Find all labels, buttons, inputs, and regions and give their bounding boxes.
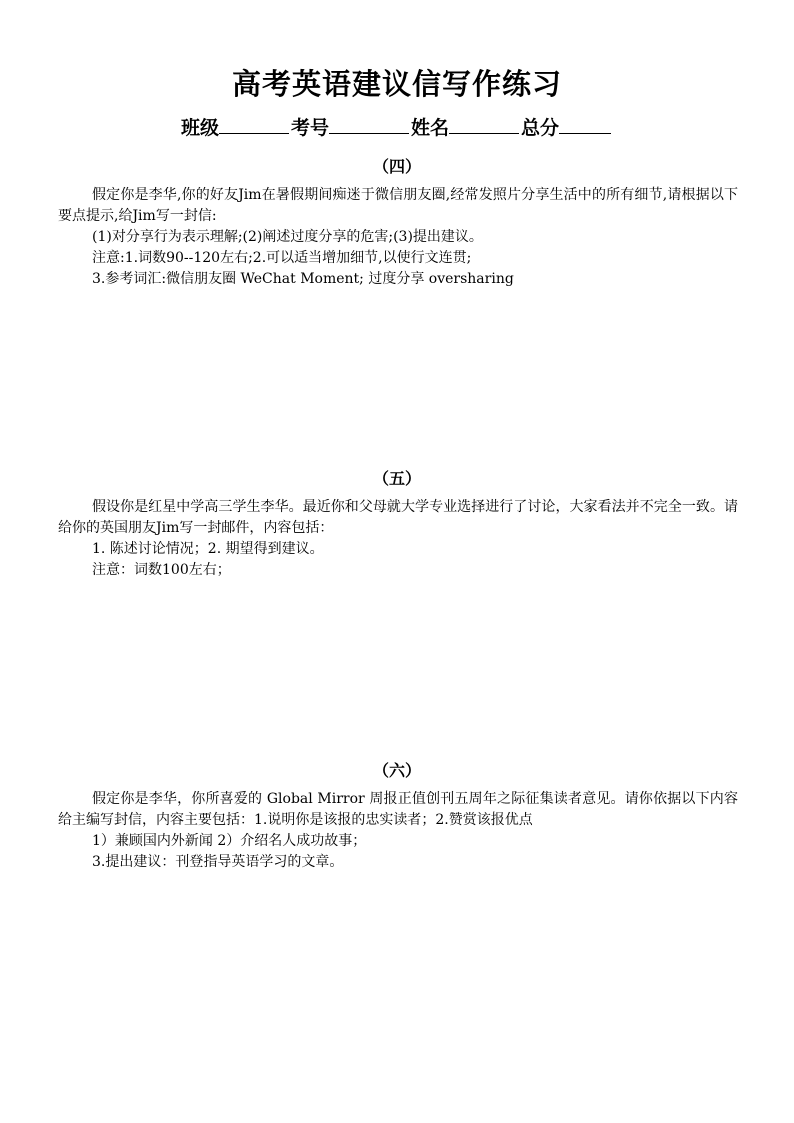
section-6-paragraph: 3.提出建议：刊登指导英语学习的文章。	[92, 854, 344, 870]
section-5-paragraph: 1. 陈述讨论情况；2. 期望得到建议。	[92, 541, 324, 557]
section-4-paragraph: 3.参考词汇:微信朋友圈 WeChat Moment; 过度分享 oversharing	[92, 271, 514, 287]
class-label: 班级	[180, 117, 219, 139]
section-body-5	[58, 497, 738, 581]
class-blank	[219, 115, 289, 134]
exam-no-blank	[329, 115, 409, 134]
section-heading-4: （四）	[372, 157, 421, 176]
section-6-paragraph: 1）兼顾国内外新闻 2）介绍名人成功故事；	[92, 833, 367, 849]
page-title: 高考英语建议信写作练习	[231, 67, 562, 101]
section-4-paragraph: 注意:1.词数90--120左右;2.可以适当增加细节,以使行文连贯;	[92, 250, 472, 266]
section-body-6	[58, 789, 738, 873]
section-4-paragraph: (1)对分享行为表示理解;(2)阐述过度分享的危害;(3)提出建议。	[92, 229, 483, 245]
section-body-4	[58, 185, 738, 290]
name-label: 姓名	[411, 117, 450, 139]
name-blank	[449, 115, 519, 134]
exam-no-label: 考号	[290, 117, 329, 139]
section-4-paragraph: 假定你是李华,你的好友Jim在暑假期间痴迷于微信朋友圈,经常发照片分享生活中的所有细节,请根据以下要点提示,给Jim写一封信:	[58, 187, 738, 224]
section-heading-5: （五）	[372, 469, 421, 488]
section-5-paragraph: 注意：词数100左右；	[92, 562, 231, 578]
section-6-paragraph: 假定你是李华，你所喜爱的 Global Mirror 周报正值创刊五周年之际征集读者意见。请你依据以下内容给主编写封信，内容主要包括：1.说明你是该报的忠实读者；2.赞赏该报优点	[58, 791, 738, 828]
section-heading-6: （六）	[372, 761, 421, 780]
student-info-line	[0, 113, 794, 140]
total-label: 总分	[521, 117, 560, 139]
section-5-paragraph: 假设你是红星中学高三学生李华。最近你和父母就大学专业选择进行了讨论，大家看法并不完全一致。请给你的英国朋友Jim写一封邮件，内容包括：	[58, 499, 738, 536]
total-blank	[559, 115, 611, 134]
